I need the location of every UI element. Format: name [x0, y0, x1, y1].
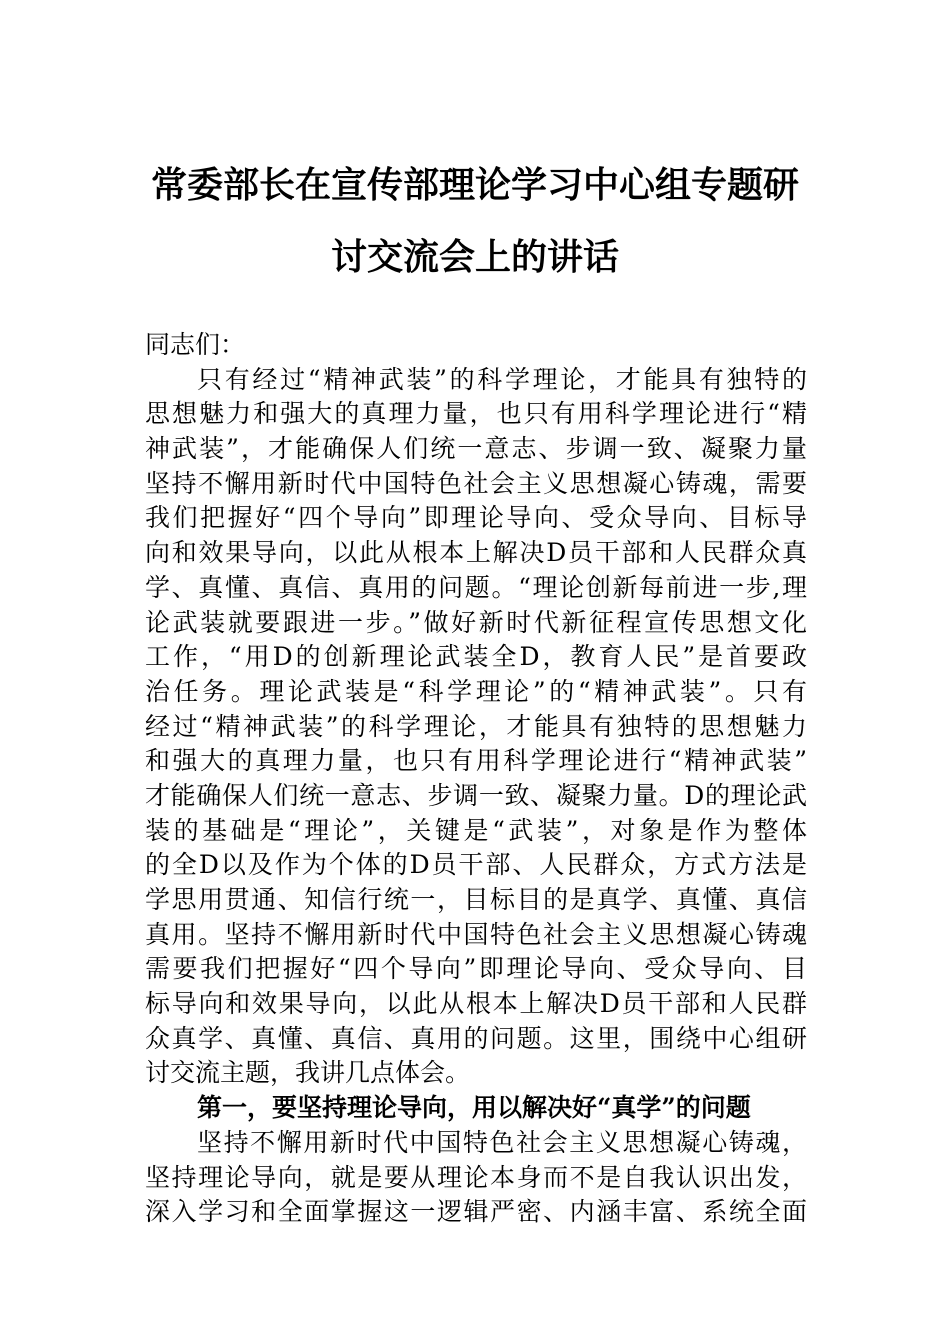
paragraph-line: 需要我们把握好“四个导向”即理论导向、受众导向、目 [145, 954, 807, 984]
paragraph-line: 论武装就要跟进一步。”做好新时代新征程宣传思想文化 [145, 607, 807, 637]
paragraph-line: 深入学习和全面掌握这一逻辑严密、内涵丰富、系统全面 [145, 1197, 807, 1227]
paragraph-line: 我们把握好“四个导向”即理论导向、受众导向、目标导 [145, 503, 807, 533]
paragraph-line: 学、真懂、真信、真用的问题。“理论创新每前进一步,理 [145, 572, 807, 602]
paragraph-line: 思想魅力和强大的真理力量，也只有用科学理论进行“精 [145, 399, 807, 429]
document-title-line-2: 讨交流会上的讲话 [330, 236, 619, 278]
paragraph-line: 学思用贯通、知信行统一，目标目的是真学、真懂、真信 [145, 885, 807, 914]
document-title-line-1: 常委部长在宣传部理论学习中心组专题研 [150, 164, 799, 206]
paragraph-line: 真用。坚持不懈用新时代中国特色社会主义思想凝心铸魂 [145, 919, 807, 949]
paragraph-line: 才能确保人们统一意志、步调一致、凝聚力量。D的理论武 [145, 780, 807, 810]
section-heading: 第一，要坚持理论导向，用以解决好“真学”的问题 [197, 1093, 751, 1123]
paragraph-line: 治任务。理论武装是“科学理论”的“精神武装”。只有 [145, 676, 807, 706]
paragraph-line: 只有经过“精神武装”的科学理论，才能具有独特的 [197, 364, 807, 394]
paragraph-line: 坚持不懈用新时代中国特色社会主义思想凝心铸魂， [197, 1127, 807, 1157]
paragraph-line: 标导向和效果导向，以此从根本上解决D员干部和人民群 [145, 989, 807, 1019]
paragraph-line: 向和效果导向，以此从根本上解决D员干部和人民群众真 [145, 538, 807, 568]
paragraph-line: 和强大的真理力量，也只有用科学理论进行“精神武装” [145, 746, 807, 776]
salutation: 同志们： [145, 330, 246, 359]
paragraph-line: 众真学、真懂、真信、真用的问题。这里，围绕中心组研 [145, 1023, 807, 1053]
document-body [145, 328, 807, 1230]
paragraph-line: 神武装”，才能确保人们统一意志、步调一致、凝聚力量 [145, 434, 807, 464]
paragraph-line: 坚持理论导向，就是要从理论本身而不是自我认识出发， [145, 1162, 807, 1192]
paragraph-line: 经过“精神武装”的科学理论，才能具有独特的思想魅力 [145, 711, 807, 741]
paragraph-line: 装的基础是“理论”，关键是“武装”，对象是作为整体 [145, 815, 807, 845]
paragraph-line: 坚持不懈用新时代中国特色社会主义思想凝心铸魂，需要 [145, 468, 807, 498]
paragraph-line: 的全D以及作为个体的D员干部、人民群众，方式方法是 [145, 850, 807, 880]
paragraph-line: 工作，“用D的创新理论武装全D，教育人民”是首要政 [145, 642, 807, 672]
paragraph-line: 讨交流主题，我讲几点体会。 [145, 1058, 471, 1088]
